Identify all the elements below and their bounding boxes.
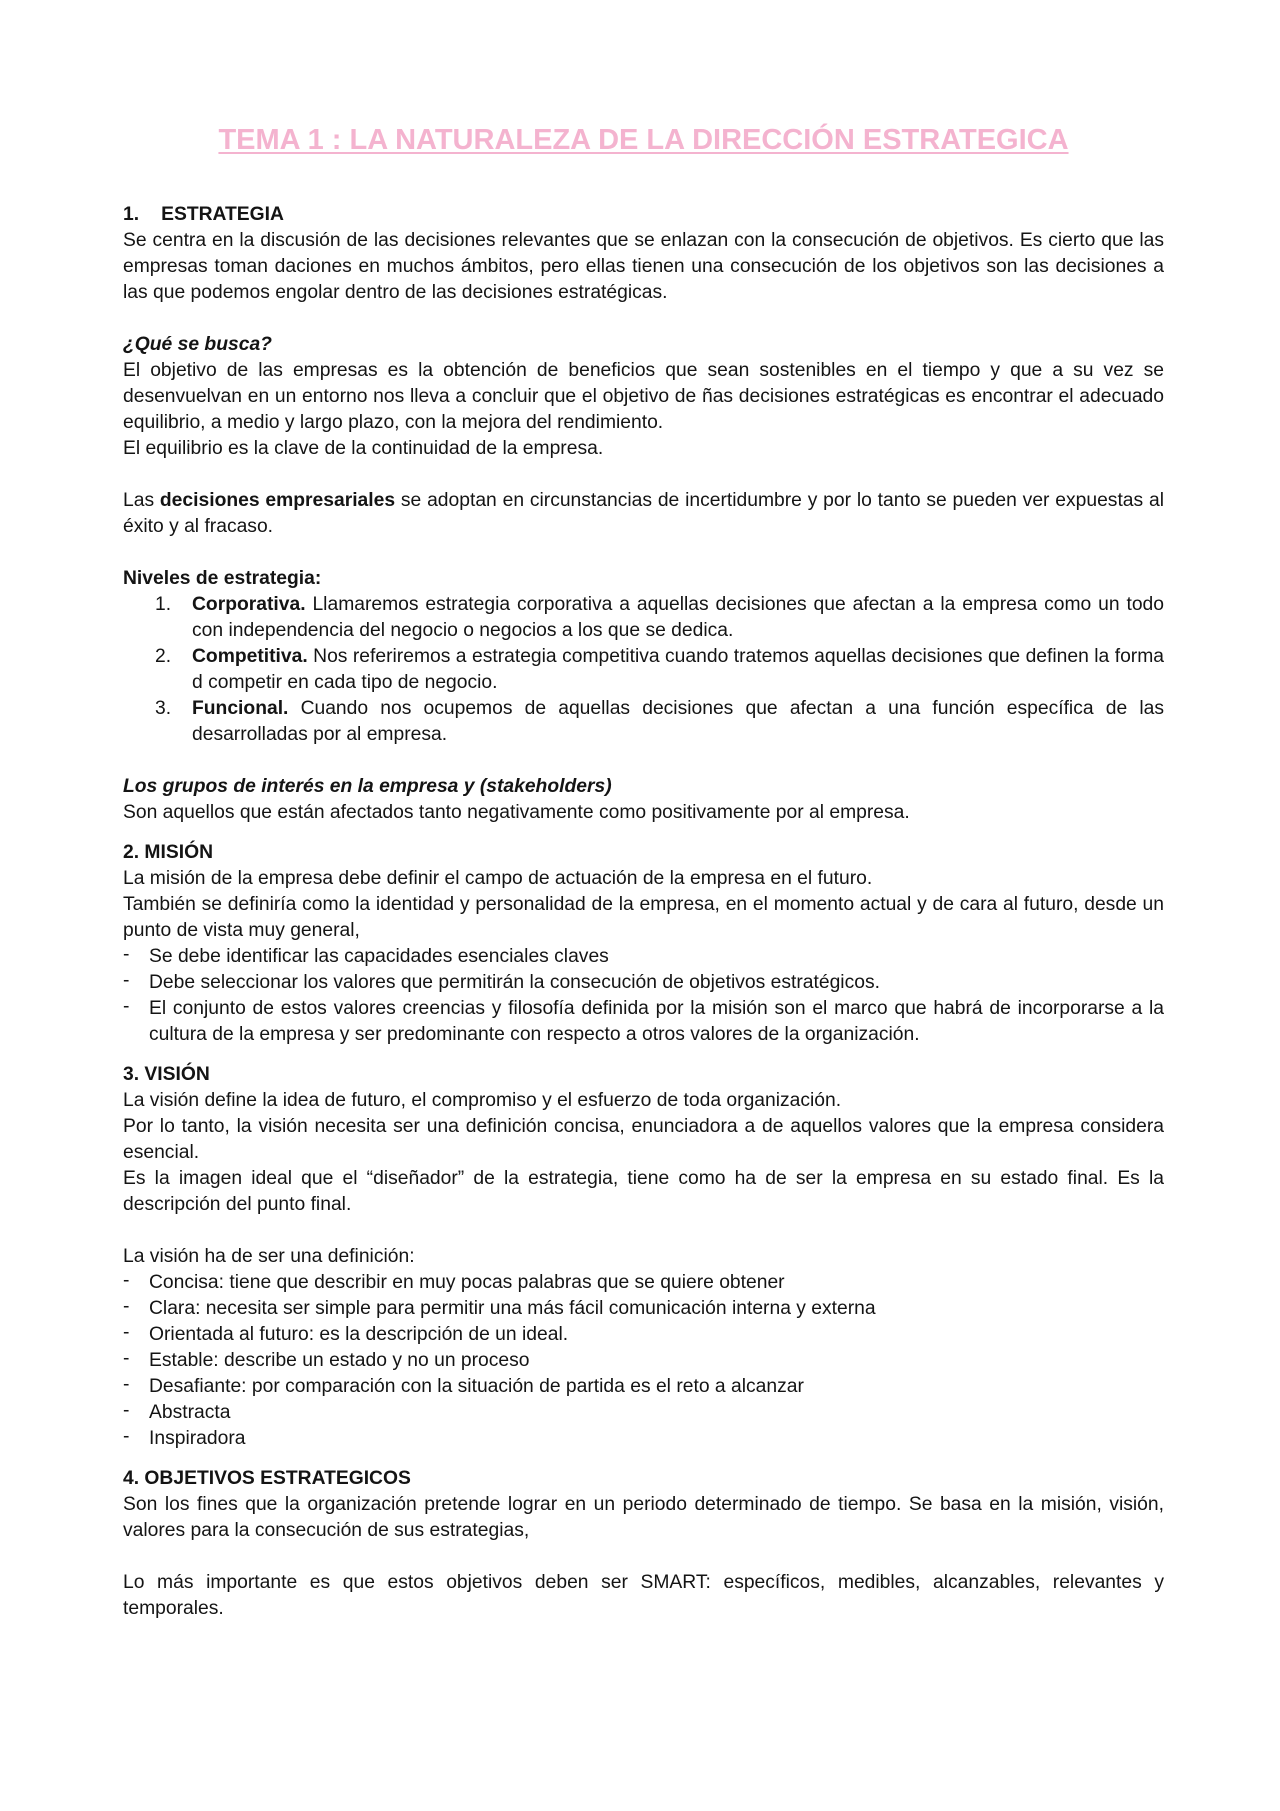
section-number: 1. xyxy=(123,204,140,225)
paragraph: Son los fines que la organización pretende lograr en un periodo determinado de tiempo. Se basa en la misión, visión, valores para la consecución de sus estrategias, xyxy=(123,1494,1164,1541)
list-item: - Inspiradora xyxy=(123,1426,1164,1452)
list-item: 1. Corporativa. Llamaremos estrategia corporativa a aquellas decisiones que afectan a la empresa como un todo con independencia del negocio o negocios a los que se dedica. xyxy=(155,594,1164,641)
mision-list xyxy=(123,944,1164,1048)
list-item: - Estable: describe un estado y no un proceso xyxy=(123,1348,1164,1374)
list-item: - Debe seleccionar los valores que permitirán la consecución de objetivos estratégicos. xyxy=(123,970,1164,996)
paragraph: Por lo tanto, la visión necesita ser una definición concisa, enunciadora a de aquellos valores que la empresa considera esencial. xyxy=(123,1116,1164,1163)
document-title: TEMA 1 : LA NATURALEZA DE LA DIRECCIÓN ESTRATEGICA xyxy=(218,124,1069,156)
list-item: - Orientada al futuro: es la descripción de un ideal. xyxy=(123,1322,1164,1348)
paragraph: Son aquellos que están afectados tanto negativamente como positivamente por al empresa. xyxy=(123,802,910,823)
subheading-que-se-busca: ¿Qué se busca? xyxy=(123,334,272,355)
paragraph: El objetivo de las empresas es la obtención de beneficios que sean sostenibles en el tiempo y que a su vez se desenvuelvan en un entorno nos lleva a concluir que el objetivo de ñas decisiones estratégicas es encontrar el adecuado equilibrio, a medio y largo plazo, con la mejora del rendimiento. xyxy=(123,360,1164,433)
bold-term: Funcional. xyxy=(192,698,289,719)
section-estrategia xyxy=(123,202,1164,826)
list-item: - Desafiante: por comparación con la situación de partida es el reto a alcanzar xyxy=(123,1374,1164,1400)
paragraph: La misión de la empresa debe definir el campo de actuación de la empresa en el futuro. xyxy=(123,868,873,889)
levels-list xyxy=(123,592,1164,748)
paragraph: La visión ha de ser una definición: xyxy=(123,1246,415,1267)
paragraph-decisiones: Las decisiones empresariales se adoptan en circunstancias de incertidumbre y por lo tanto se pueden ver expuestas al éxito y al fracaso. xyxy=(123,490,1164,537)
list-item: - Clara: necesita ser simple para permitir una más fácil comunicación interna y externa xyxy=(123,1296,1164,1322)
list-number: 2. xyxy=(155,646,172,667)
bold-term: Competitiva. xyxy=(192,646,308,667)
list-number: 3. xyxy=(155,698,172,719)
section-objetivos xyxy=(123,1466,1164,1622)
subheading-niveles: Niveles de estrategia: xyxy=(123,568,322,589)
list-item: 2. Competitiva. Nos referiremos a estrategia competitiva cuando tratemos aquellas decisiones que definen la forma d competir en cada tipo de negocio. xyxy=(155,646,1164,693)
paragraph: Se centra en la discusión de las decisiones relevantes que se enlazan con la consecución de objetivos. Es cierto que las empresas toman daciones en muchos ámbitos, pero ellas tienen una consecución de los objetivos son las decisiones a las que podemos engolar dentro de las decisiones estratégicas. xyxy=(123,230,1164,303)
list-item: 3. Funcional. Cuando nos ocupemos de aquellas decisiones que afectan a una función específica de las desarrolladas por al empresa. xyxy=(155,698,1164,745)
paragraph: El equilibrio es la clave de la continuidad de la empresa. xyxy=(123,438,604,459)
paragraph: Lo más importante es que estos objetivos deben ser SMART: específicos, medibles, alcanzables, relevantes y temporales. xyxy=(123,1572,1164,1619)
section-vision xyxy=(123,1062,1164,1452)
list-item: - El conjunto de estos valores creencias y filosofía definida por la misión son el marco que habrá de incorporarse a la cultura de la empresa y ser predominante con respecto a otros valores de la organización. xyxy=(123,996,1164,1048)
section-heading-objetivos: 4. OBJETIVOS ESTRATEGICOS xyxy=(123,1468,411,1489)
paragraph: Es la imagen ideal que el “diseñador” de la estrategia, tiene como ha de ser la empresa en su estado final. Es la descripción del punto final. xyxy=(123,1168,1164,1215)
subheading-stakeholders: Los grupos de interés en la empresa y (stakeholders) xyxy=(123,776,612,797)
section-heading-estrategia xyxy=(123,202,1164,228)
section-heading-vision: 3. VISIÓN xyxy=(123,1064,210,1085)
bold-term: Corporativa. xyxy=(192,594,306,615)
list-item: - Abstracta xyxy=(123,1400,1164,1426)
section-title: ESTRATEGIA xyxy=(161,204,284,225)
vision-list xyxy=(123,1270,1164,1452)
paragraph: También se definiría como la identidad y personalidad de la empresa, en el momento actual y de cara al futuro, desde un punto de vista muy general, xyxy=(123,894,1164,941)
list-item: - Se debe identificar las capacidades esenciales claves xyxy=(123,944,1164,970)
section-heading-mision: 2. MISIÓN xyxy=(123,842,213,863)
section-mision xyxy=(123,840,1164,1048)
list-item: - Concisa: tiene que describir en muy pocas palabras que se quiere obtener xyxy=(123,1270,1164,1296)
bold-term: decisiones empresariales xyxy=(159,490,396,511)
list-number: 1. xyxy=(155,594,172,615)
paragraph: La visión define la idea de futuro, el compromiso y el esfuerzo de toda organización. xyxy=(123,1090,842,1111)
